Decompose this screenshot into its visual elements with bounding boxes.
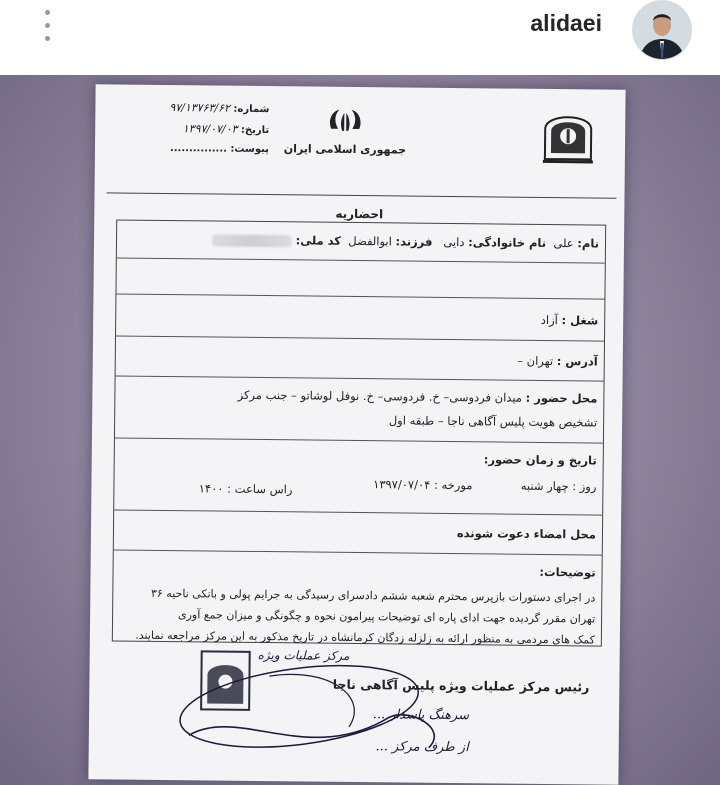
post-header <box>0 0 720 75</box>
date-label: تاریخ: <box>240 124 270 137</box>
day-text: روز : چهار شنبه <box>520 478 597 494</box>
name-value: علی <box>553 236 574 251</box>
job-value: آزاد <box>540 312 558 328</box>
notes-line-1: در اجرای دستورات بازپرس محترم شعبه ششم دادسرای رسیدگی به جرایم پولی و بانکی ناحیه ۳۶ <box>150 586 596 605</box>
post-photo <box>0 75 720 785</box>
signature-block <box>148 645 589 780</box>
date-value: ۱۳۹۷/۰۷/۰۳ <box>182 122 238 136</box>
attachment-label: پیوست: ............... <box>169 143 270 156</box>
form-table <box>112 219 606 646</box>
republic-title: جمهوری اسلامی ایران <box>283 142 407 157</box>
date-text: مورخه : ۱۳۹۷/۰۷/۰۴ <box>373 477 473 493</box>
name-label: نام: <box>577 236 600 251</box>
sign-place-label: محل امضاء دعوت شونده <box>456 526 597 542</box>
datetime-row <box>114 438 603 515</box>
notes-line-2: تهران مقرر گردیده جهت ادای پاره ای توضیحات پیرامون نحوه و چگونگی و میزان جمع آوری <box>177 608 596 626</box>
address-row <box>116 336 604 381</box>
signatory-note: از طرف مرکز ... <box>375 739 469 756</box>
signatory-title: رئیس مرکز عملیات ویژه پلیس آگاهی ناجا <box>332 676 590 695</box>
profile-avatar[interactable] <box>632 0 692 60</box>
place-row <box>115 376 604 443</box>
child-of-value: ابوالفضل <box>348 233 392 249</box>
job-row <box>116 294 604 341</box>
job-label: شغل : <box>561 313 599 328</box>
document-title: احضاریه <box>335 206 384 222</box>
empty-row <box>116 258 604 299</box>
republic-header <box>275 106 416 156</box>
signature-place-row <box>114 510 602 555</box>
iran-emblem-icon <box>325 107 365 137</box>
notes-text <box>119 583 596 651</box>
identity-row <box>117 220 605 263</box>
national-id-label: کد ملی: <box>295 233 342 248</box>
address-label: آدرس : <box>556 354 598 369</box>
header-divider <box>107 192 617 198</box>
number-label: شماره: <box>233 103 270 116</box>
place-line-2: تشخیص هویت پلیس آگاهی ناجا – طبقه اول <box>388 413 598 430</box>
more-vertical-icon[interactable] <box>40 10 54 44</box>
family-value: دایی <box>443 234 465 250</box>
place-line-1: میدان فردوسی– خ. فردوسی– خ. نوفل لوشاتو – جنب مرکز <box>237 387 523 405</box>
datetime-label: تاریخ و زمان حضور: <box>483 452 597 468</box>
letter-meta <box>119 100 270 165</box>
police-emblem-icon <box>539 103 598 166</box>
notes-line-3: کمک های مردمی به منظور ارائه به زلزله زدگان کرمانشاه در تاریخ مذکور به این مرکز مراجعه نمایند. <box>135 628 595 647</box>
summons-document <box>88 84 625 785</box>
time-text: راس ساعت : ۱۴۰۰ <box>198 481 293 497</box>
address-value: تهران – <box>517 353 554 369</box>
stamp-icon <box>148 645 589 780</box>
number-value: ۹۷/۱۳۷۶۳/۶۲ <box>169 101 231 115</box>
place-label: محل حضور : <box>525 390 598 406</box>
family-label: نام خانوادگی: <box>468 235 547 250</box>
username[interactable]: alidaei <box>530 10 602 36</box>
stamp-text: مرکز عملیات ویژه <box>257 647 350 663</box>
signatory-rank: سرهنگ پاسدار ... <box>372 707 470 724</box>
redacted-national-id <box>212 234 292 247</box>
child-of-label: فرزند: <box>395 234 433 249</box>
notes-label: توضیحات: <box>539 564 596 580</box>
